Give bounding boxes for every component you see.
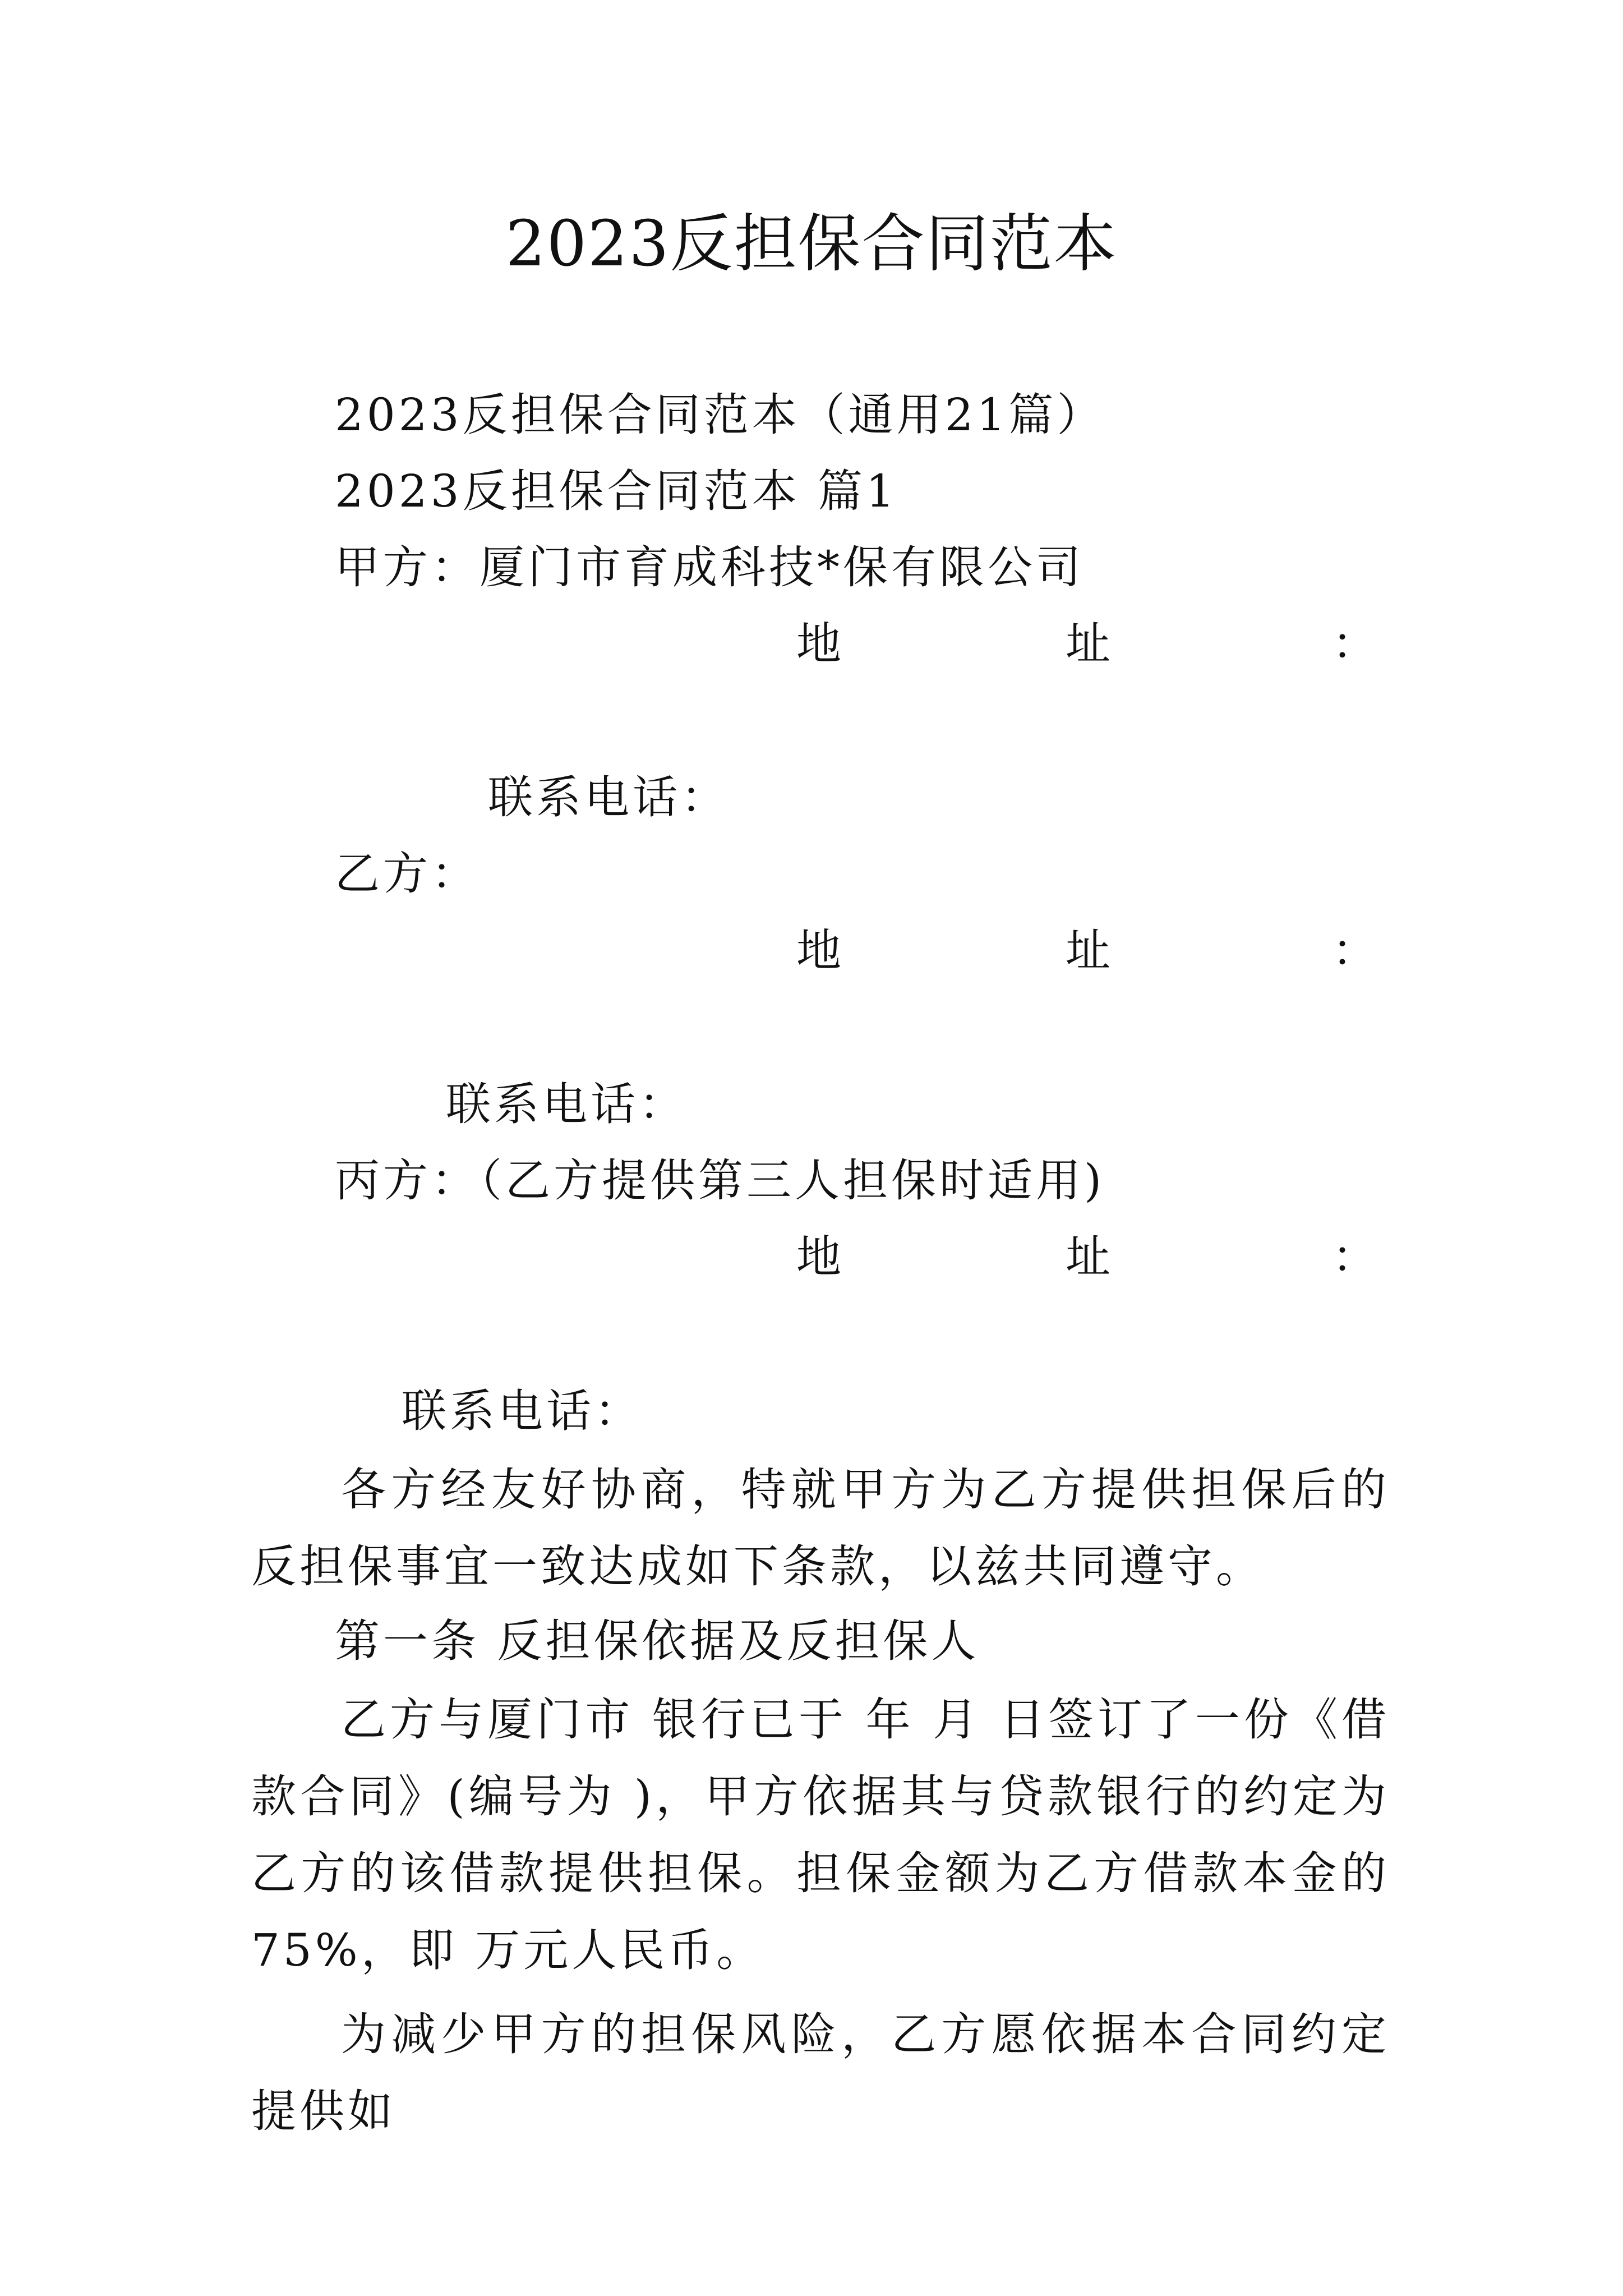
party-c-line: 丙方：（乙方提供第三人担保时适用) — [335, 1154, 1105, 1207]
document-subtitle: 2023反担保合同范本（通用21篇） — [335, 389, 1105, 441]
address-label-char-1: 地 — [796, 618, 841, 670]
address-label-char-1: 地 — [796, 1231, 841, 1283]
clause-1-paragraph: 乙方与厦门市 银行已于 年 月 日签订了一份《借款合同》(编号为 )，甲方依据其与贷款银行的约定为乙方的该借款提供担保。担保金额为乙方借款本金的75%，即 万元人民币。 — [251, 1694, 1390, 1976]
address-label-char-1: 地 — [796, 924, 841, 977]
address-label-colon: ： — [1332, 618, 1377, 670]
party-b-line: 乙方： — [335, 848, 479, 900]
party-a-line: 甲方：厦门市育成科技*保有限公司 — [335, 541, 1084, 593]
address-label-colon: ： — [1332, 924, 1377, 977]
address-label-char-2: 址 — [1066, 1231, 1110, 1283]
party-b-address-row — [0, 923, 1623, 979]
clause-1-continued-paragraph: 为减少甲方的担保风险，乙方愿依据本合同约定提供如 — [251, 2008, 1390, 2137]
address-label-char-2: 址 — [1066, 924, 1110, 977]
party-c-address-row — [0, 1229, 1623, 1285]
document-title: 2023反担保合同范本 — [505, 208, 1118, 280]
chapter-heading: 2023反担保合同范本 篇1 — [335, 465, 898, 517]
party-a-address-row — [0, 616, 1623, 672]
clause-1-heading: 第一条 反担保依据及反担保人 — [335, 1615, 980, 1667]
party-a-phone-label: 联系电话： — [488, 771, 729, 823]
party-b-phone-label: 联系电话： — [446, 1078, 687, 1130]
intro-paragraph: 各方经友好协商，特就甲方为乙方提供担保后的反担保事宜一致达成如下条款，以兹共同遵守。 — [251, 1464, 1390, 1593]
address-label-char-2: 址 — [1066, 618, 1110, 670]
party-c-phone-label: 联系电话： — [402, 1385, 643, 1437]
address-label-colon: ： — [1332, 1231, 1377, 1283]
